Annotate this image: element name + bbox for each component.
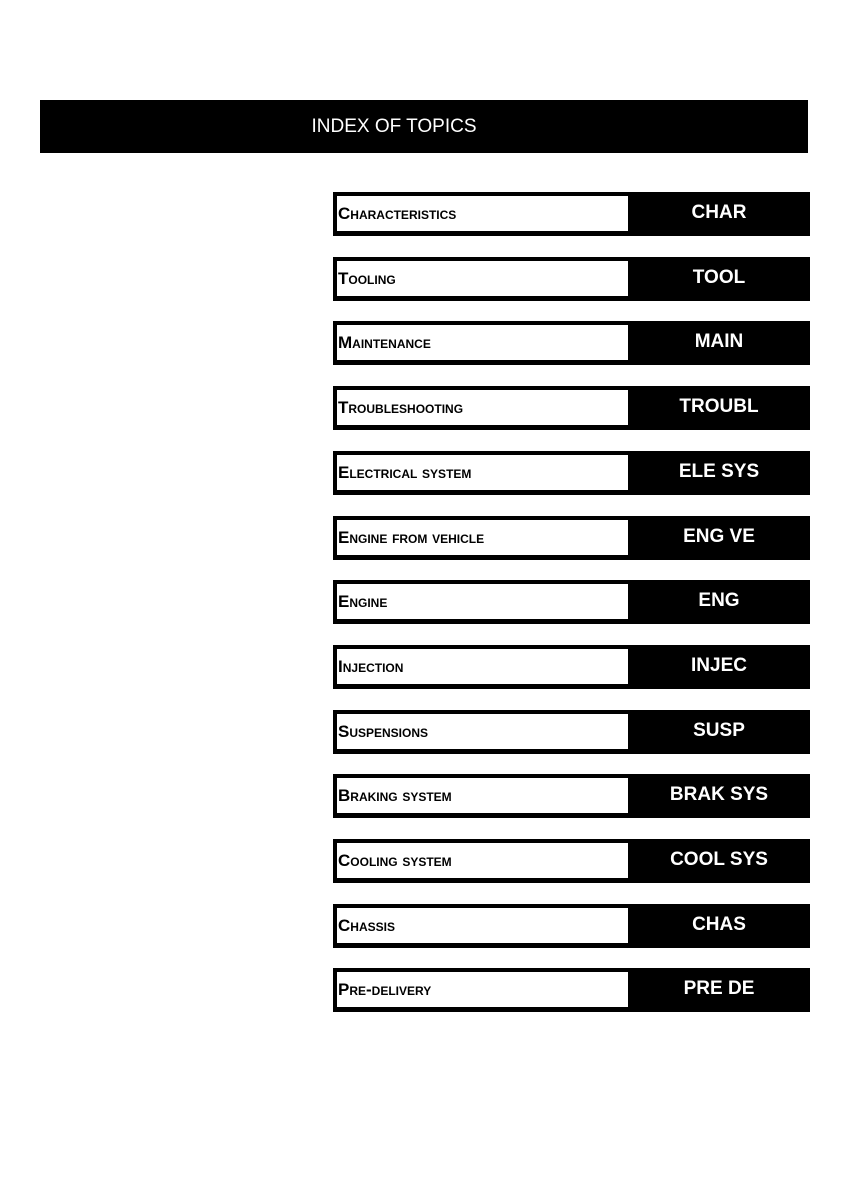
topic-code: BRAK SYS	[669, 784, 769, 805]
topic-label: Characteristics	[337, 196, 628, 231]
topic-label: Injection	[337, 649, 628, 684]
page-title: INDEX OF TOPICS	[311, 115, 477, 137]
topic-code: ENG VE	[683, 526, 755, 547]
topic-label: Braking system	[337, 778, 628, 813]
topic-code: MAIN	[694, 331, 744, 352]
topic-label: Engine from vehicle	[337, 520, 628, 555]
topic-link-pre-de[interactable]	[333, 968, 810, 1012]
topic-code: CHAR	[691, 202, 747, 223]
topic-link-troubl[interactable]	[333, 386, 810, 430]
topic-code: INJEC	[691, 655, 747, 676]
topic-code: TOOL	[692, 267, 746, 288]
index-header	[40, 100, 808, 153]
topic-link-susp[interactable]	[333, 710, 810, 754]
topic-label: Pre-delivery	[337, 972, 628, 1007]
topic-code: COOL SYS	[670, 849, 768, 870]
topic-label: Suspensions	[337, 714, 628, 749]
topic-label: Cooling system	[337, 843, 628, 878]
topic-code: CHAS	[692, 914, 746, 935]
topic-code: SUSP	[693, 720, 745, 741]
topic-link-chas[interactable]	[333, 904, 810, 948]
topic-link-char[interactable]	[333, 192, 810, 236]
topic-code: ENG	[698, 590, 740, 611]
topic-link-main[interactable]	[333, 321, 810, 365]
topic-label: Engine	[337, 584, 628, 619]
topic-link-ele-sys[interactable]	[333, 451, 810, 495]
topic-link-eng-ve[interactable]	[333, 516, 810, 560]
topic-link-cool-sys[interactable]	[333, 839, 810, 883]
topic-label: Troubleshooting	[337, 390, 628, 425]
topic-code: PRE DE	[683, 978, 755, 999]
topic-link-injec[interactable]	[333, 645, 810, 689]
topic-link-tool[interactable]	[333, 257, 810, 301]
topic-link-brak-sys[interactable]	[333, 774, 810, 818]
topic-label: Tooling	[337, 261, 628, 296]
topic-label: Maintenance	[337, 325, 628, 360]
topic-link-eng[interactable]	[333, 580, 810, 624]
topic-label: Electrical system	[337, 455, 628, 490]
topic-label: Chassis	[337, 908, 628, 943]
topic-code: TROUBL	[679, 396, 759, 417]
topic-code: ELE SYS	[678, 461, 760, 482]
